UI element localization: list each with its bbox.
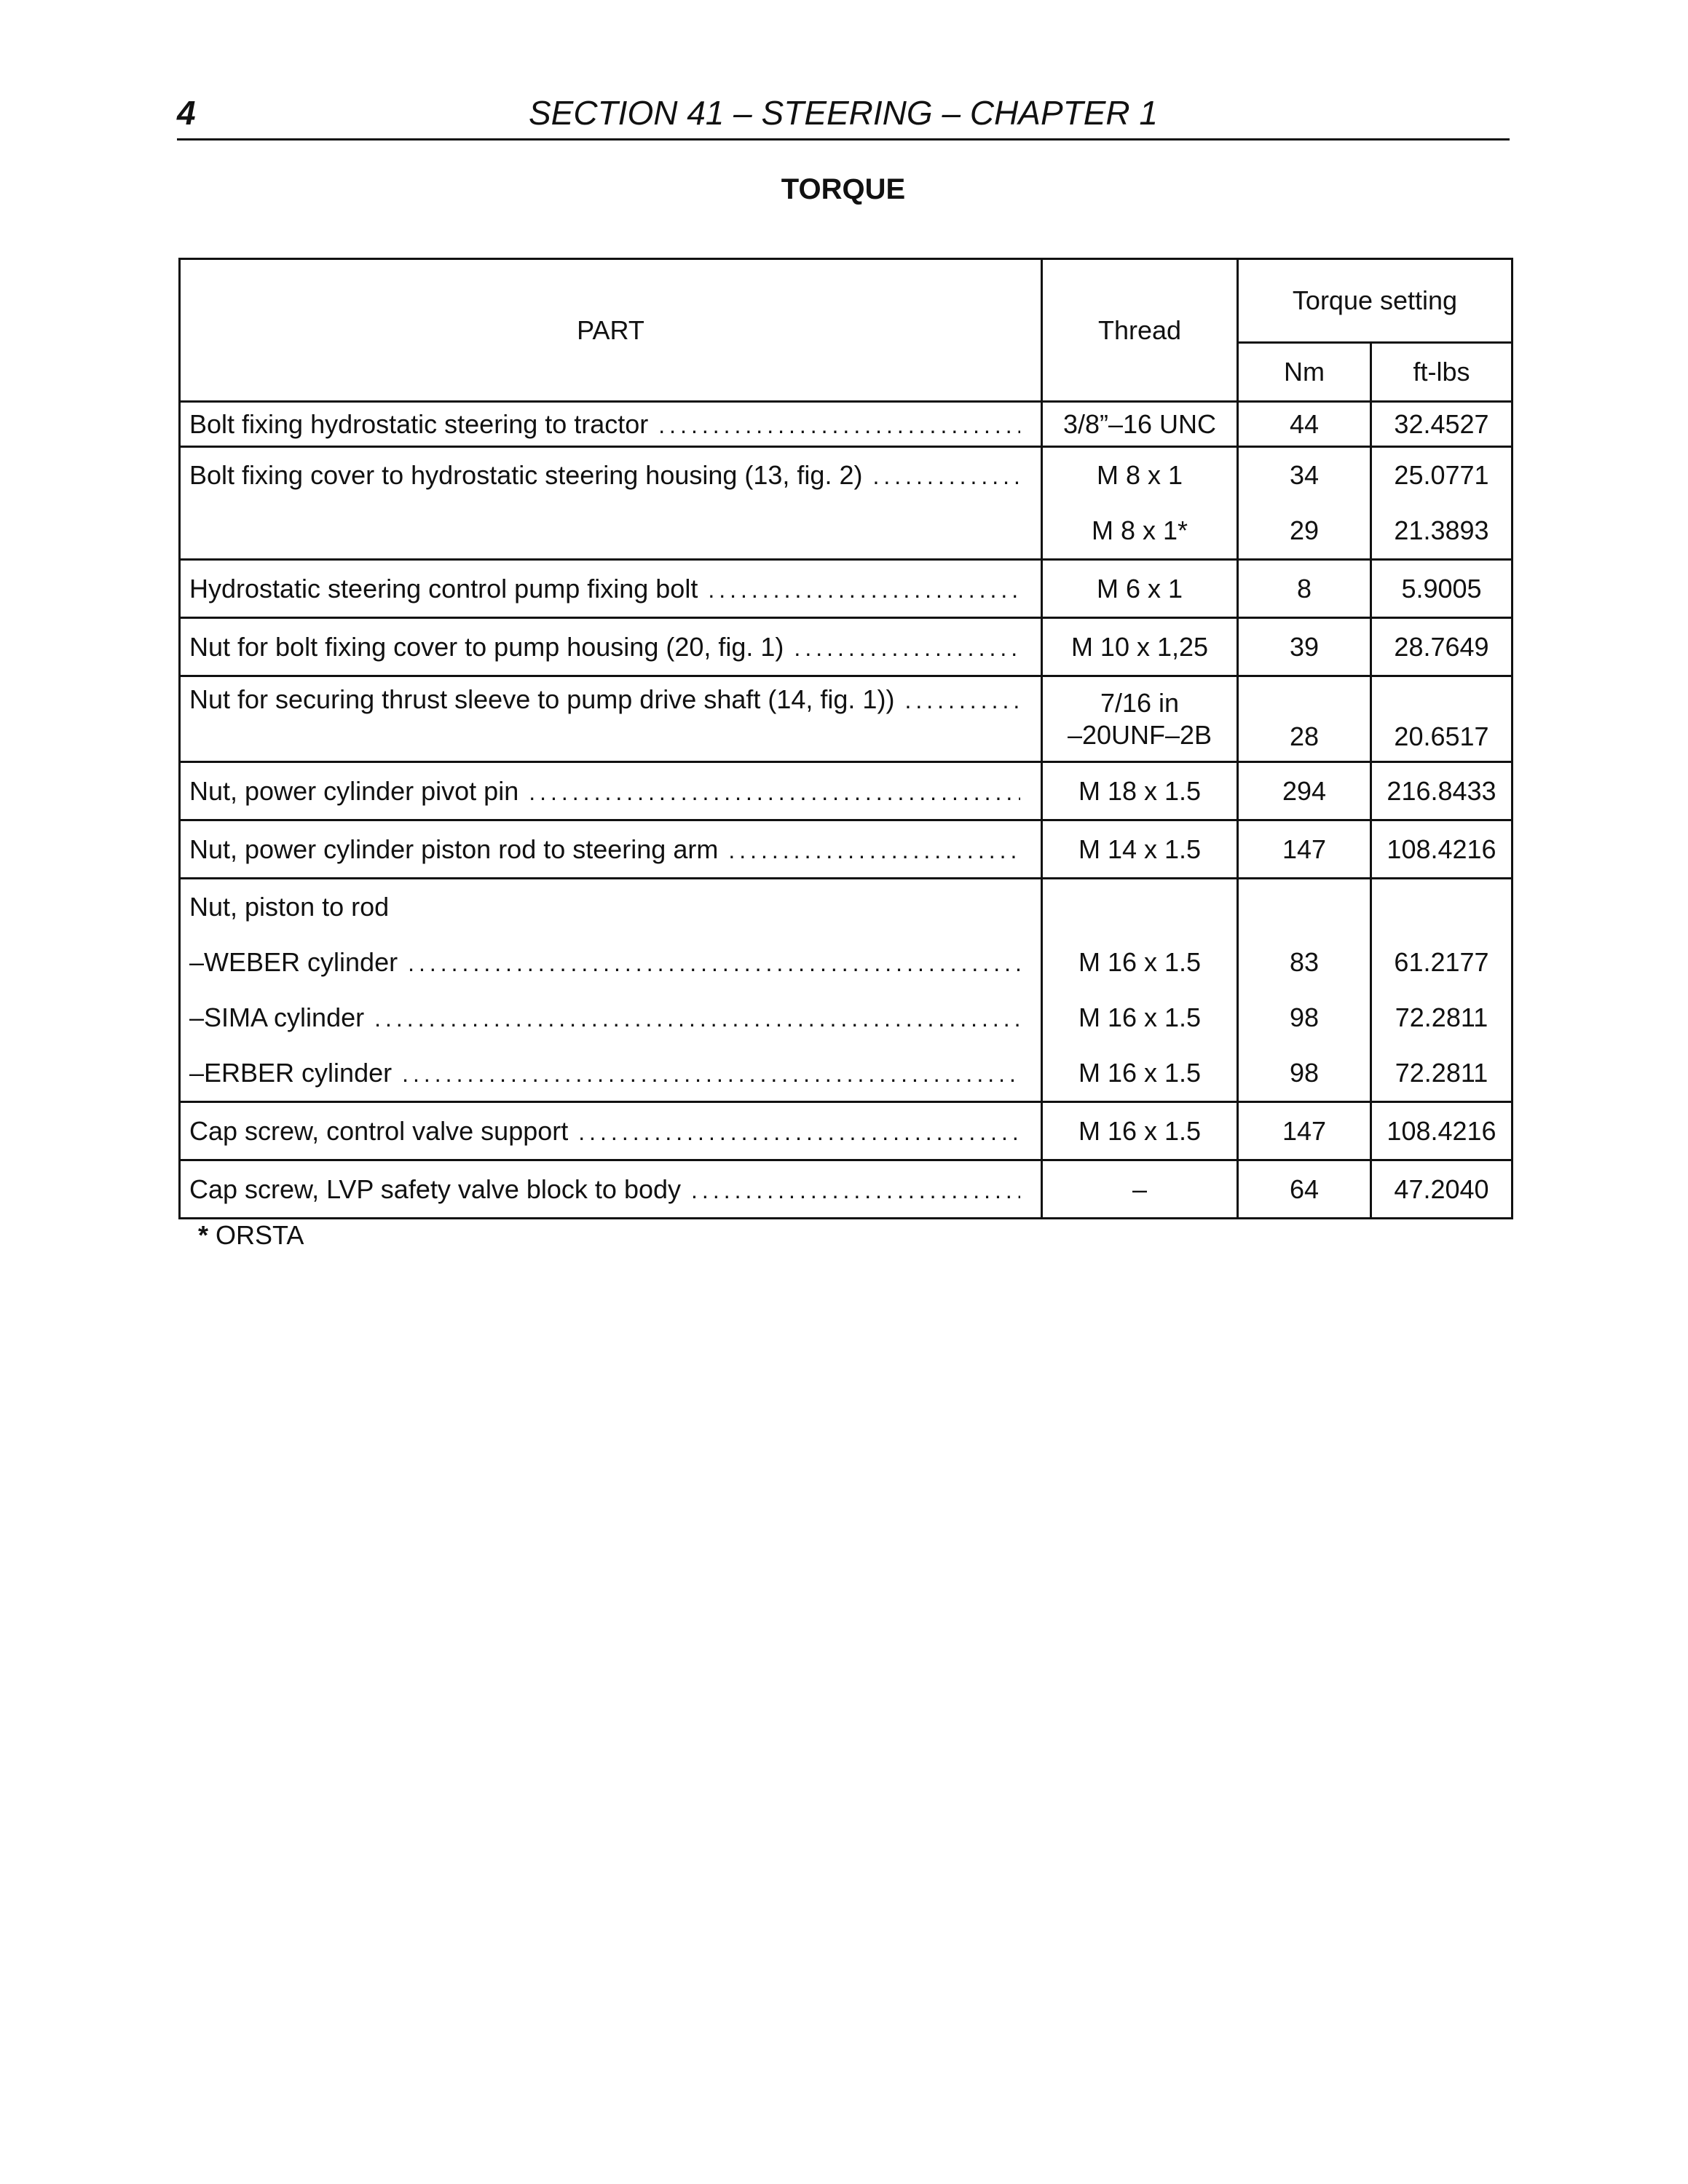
- thread-cell: [1042, 447, 1238, 560]
- ftlbs-cell: 28.7649: [1371, 618, 1513, 676]
- thread-value: M 16 x 1.5: [1078, 1002, 1202, 1032]
- footnote-text: ORSTA: [216, 1220, 304, 1250]
- table-header-row: [180, 259, 1513, 343]
- ftlbs-cell: 108.4216: [1371, 1102, 1513, 1160]
- header-ftlbs: ft-lbs: [1371, 343, 1513, 402]
- nm-cell: 147: [1238, 820, 1371, 879]
- nm-value: 34: [1289, 460, 1320, 490]
- table-row: [180, 402, 1513, 447]
- subpart-label: –ERBER cylinder: [189, 1058, 393, 1088]
- ftlbs-cell: 108.4216: [1371, 820, 1513, 879]
- thread-value-alt: M 8 x 1*: [1091, 515, 1188, 545]
- table-row: [180, 762, 1513, 820]
- nm-cell: 39: [1238, 618, 1371, 676]
- nm-cell: 64: [1238, 1160, 1371, 1219]
- table-row: [180, 560, 1513, 618]
- ftlbs-cell: 216.8433: [1371, 762, 1513, 820]
- part-label: Nut, piston to rod: [189, 892, 390, 922]
- part-label: Nut, power cylinder piston rod to steering arm: [189, 834, 719, 864]
- nm-cell: 147: [1238, 1102, 1371, 1160]
- thread-value: M 16 x 1.5: [1078, 1058, 1202, 1088]
- header-nm: Nm: [1238, 343, 1371, 402]
- header-torque-setting: Torque setting: [1238, 259, 1513, 343]
- subpart-label: –SIMA cylinder: [189, 1002, 365, 1032]
- header-thread: Thread: [1042, 259, 1238, 402]
- torque-table: [178, 258, 1513, 1219]
- part-label: Nut, power cylinder pivot pin: [189, 775, 519, 806]
- subpart-label: –WEBER cylinder: [189, 947, 398, 977]
- thread-value: M 8 x 1: [1096, 460, 1183, 490]
- ftlbs-value: 20.6517: [1394, 721, 1489, 751]
- thread-cell: M 18 x 1.5: [1042, 762, 1238, 820]
- part-cell: [180, 820, 1042, 879]
- part-cell: [180, 1160, 1042, 1219]
- ftlbs-value: 25.0771: [1394, 460, 1489, 490]
- part-cell: [180, 618, 1042, 676]
- thread-line-2: –20UNF–2B: [1067, 719, 1212, 750]
- nm-value-alt: 29: [1289, 515, 1320, 545]
- header-rule: [177, 138, 1510, 141]
- footnote: [198, 1220, 304, 1251]
- part-label: Nut for securing thrust sleeve to pump drive shaft (14, fig. 1)): [189, 684, 895, 714]
- ftlbs-cell: [1371, 879, 1513, 1102]
- thread-cell: 3/8”–16 UNC: [1042, 402, 1238, 447]
- part-cell: [180, 1102, 1042, 1160]
- thread-cell: M 10 x 1,25: [1042, 618, 1238, 676]
- nm-value: 83: [1289, 947, 1320, 977]
- thread-cell: [1042, 879, 1238, 1102]
- part-cell: [180, 676, 1042, 762]
- nm-value: 98: [1289, 1058, 1320, 1088]
- page-title: TORQUE: [781, 173, 906, 205]
- table-row-group: [180, 879, 1513, 1102]
- thread-value: M 16 x 1.5: [1078, 947, 1202, 977]
- ftlbs-cell: 47.2040: [1371, 1160, 1513, 1219]
- nm-value: 98: [1289, 1002, 1320, 1032]
- part-cell: [180, 879, 1042, 1102]
- thread-cell: [1042, 676, 1238, 762]
- ftlbs-cell: 5.9005: [1371, 560, 1513, 618]
- part-cell: [180, 560, 1042, 618]
- part-label: Bolt fixing cover to hydrostatic steering housing (13, fig. 2): [189, 460, 863, 490]
- thread-cell: M 16 x 1.5: [1042, 1102, 1238, 1160]
- ftlbs-cell: [1371, 447, 1513, 560]
- part-label: Hydrostatic steering control pump fixing bolt: [189, 573, 698, 604]
- section-title: SECTION 41 – STEERING – CHAPTER 1: [528, 94, 1158, 132]
- table-row: [180, 676, 1513, 762]
- part-label: Bolt fixing hydrostatic steering to tractor: [189, 408, 649, 439]
- header-part: PART: [180, 259, 1042, 402]
- part-cell: [180, 762, 1042, 820]
- ftlbs-cell: 32.4527: [1371, 402, 1513, 447]
- part-label: Cap screw, control valve support: [189, 1115, 569, 1146]
- thread-cell: M 6 x 1: [1042, 560, 1238, 618]
- part-cell: [180, 447, 1042, 560]
- table-row: [180, 820, 1513, 879]
- ftlbs-value: 72.2811: [1395, 1002, 1488, 1032]
- ftlbs-cell: [1371, 676, 1513, 762]
- nm-value: 28: [1289, 721, 1320, 751]
- nm-cell: 8: [1238, 560, 1371, 618]
- nm-cell: 44: [1238, 402, 1371, 447]
- part-cell: [180, 402, 1042, 447]
- ftlbs-value: 61.2177: [1394, 947, 1489, 977]
- table-row: [180, 1102, 1513, 1160]
- nm-cell: [1238, 879, 1371, 1102]
- thread-line-1: 7/16 in: [1100, 687, 1180, 718]
- nm-cell: [1238, 447, 1371, 560]
- footnote-marker: *: [198, 1220, 209, 1250]
- ftlbs-value-alt: 21.3893: [1394, 515, 1489, 545]
- nm-cell: 294: [1238, 762, 1371, 820]
- thread-cell: M 14 x 1.5: [1042, 820, 1238, 879]
- thread-cell: –: [1042, 1160, 1238, 1219]
- page-number: 4: [177, 94, 196, 132]
- table-row: [180, 447, 1513, 560]
- table-row: [180, 618, 1513, 676]
- table-row: [180, 1160, 1513, 1219]
- ftlbs-value: 72.2811: [1395, 1058, 1488, 1088]
- part-label: Nut for bolt fixing cover to pump housing (20, fig. 1): [189, 631, 784, 662]
- nm-cell: [1238, 676, 1371, 762]
- part-label: Cap screw, LVP safety valve block to body: [189, 1174, 682, 1204]
